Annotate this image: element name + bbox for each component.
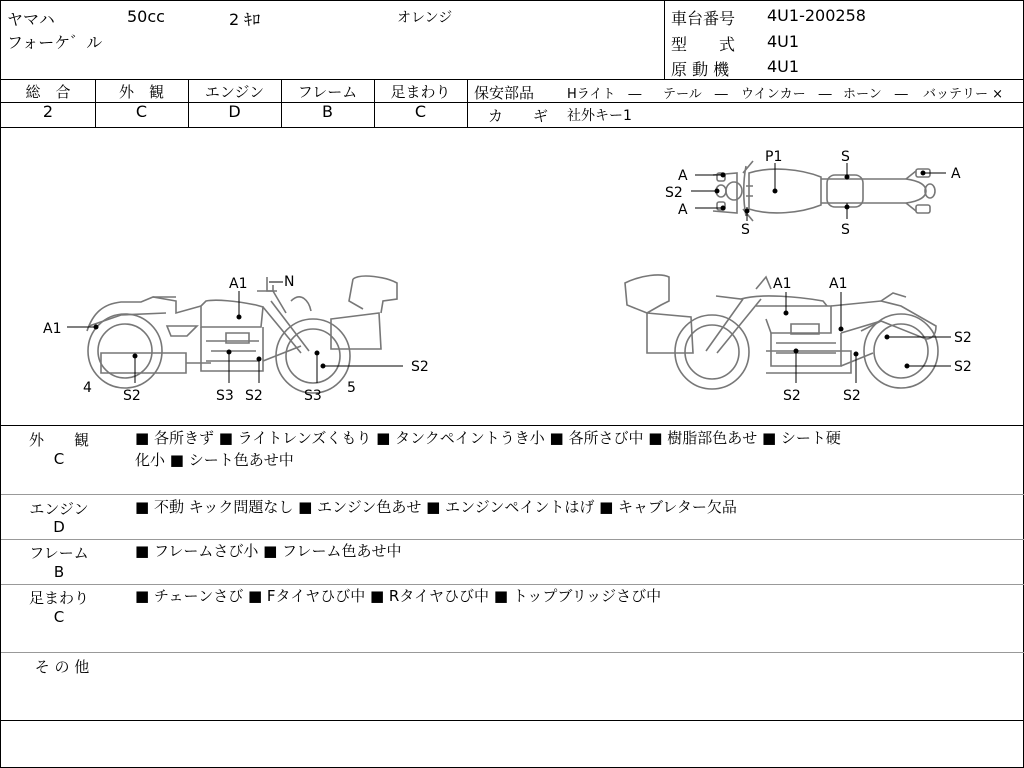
type-value: 4U1 [767, 32, 800, 51]
left-mark-5: 5 [347, 380, 356, 396]
left-mark-s2-c: S2 [411, 359, 429, 375]
note-engine-text: ■ 不動 キック問題なし ■ エンジン色あせ ■ エンジンペイントはげ ■ キャブレター欠品 [135, 498, 737, 516]
divider [1, 494, 1024, 495]
note-engine-title: エンジン [29, 500, 89, 518]
divider [1, 652, 1024, 653]
engine-model-label: 原 動 機 [671, 60, 730, 79]
left-mark-4: 4 [83, 380, 92, 396]
safety-headlight: Hライト ― [567, 87, 642, 102]
type-label: 型 式 [671, 35, 736, 54]
top-mark-p1: P1 [765, 149, 783, 165]
safety-winker: ウインカー ― [741, 87, 832, 102]
safety-horn: ホーン ― [843, 87, 908, 102]
left-side-motorcycle-icon [87, 276, 397, 393]
frame-no-value: 4U1-200258 [767, 6, 866, 25]
right-mark-a1-a: A1 [773, 276, 792, 292]
frame-no-label: 車台番号 [671, 9, 736, 28]
body-color: オレンジ [397, 10, 453, 26]
engine-model-value: 4U1 [767, 57, 800, 76]
note-suspension-title: 足まわり [28, 589, 89, 607]
mileage: 2 ｷﾛ [229, 10, 261, 29]
maker-name: ヤマハ [7, 10, 55, 29]
note-suspension-grade: C [53, 608, 65, 626]
left-mark-a1-tank: A1 [229, 276, 248, 292]
suspension-label: 足まわり [390, 83, 451, 101]
note-exterior-title: 外 観 [28, 431, 89, 449]
overall-label: 総 合 [25, 83, 71, 101]
right-mark-a1-b: A1 [829, 276, 848, 292]
top-mark-s-bottom: S [841, 222, 850, 238]
exterior-grade: C [135, 102, 148, 121]
right-mark-s2-d: S2 [843, 388, 861, 404]
frame-label: フレーム [297, 83, 358, 101]
frame-grade: B [322, 102, 333, 121]
left-mark-n: N [284, 274, 295, 290]
engine-label: エンジン [204, 83, 265, 101]
safety-taillight: テール ― [663, 87, 728, 102]
note-engine-grade: D [53, 518, 65, 536]
suspension-grade: C [414, 102, 427, 121]
left-mark-s2-a: S2 [123, 388, 141, 404]
divider [1, 720, 1024, 721]
right-side-motorcycle-icon [625, 275, 938, 389]
engine-grade: D [228, 102, 241, 121]
top-mark-s-top: S [841, 149, 850, 165]
top-mark-a-right: A [951, 166, 961, 182]
right-mark-s2-c: S2 [783, 388, 801, 404]
key-value: 社外キー1 [567, 108, 632, 124]
right-mark-s2-b: S2 [954, 359, 972, 375]
model-name: フォーケ゛ル [7, 33, 103, 52]
note-exterior-line1: ■ 各所きず ■ ライトレンズくもり ■ タンクペイントうき小 ■ 各所さび中 ■ 樹脂部色あせ ■ シート硬 [135, 429, 841, 447]
top-mark-a-lower: A [678, 202, 688, 218]
safety-battery: バッテリー × [923, 87, 1004, 102]
left-mark-a1-rear: A1 [43, 321, 62, 337]
note-exterior-line2: 化小 ■ シート色あせ中 [135, 451, 294, 469]
note-frame-grade: B [53, 563, 65, 581]
left-mark-s3-b: S3 [304, 388, 322, 404]
left-mark-s2-b: S2 [245, 388, 263, 404]
displacement: 50cc [127, 7, 165, 26]
note-other-title: そ の 他 [34, 658, 90, 676]
safety-label: 保安部品 [474, 84, 535, 102]
right-mark-s2-a: S2 [954, 330, 972, 346]
note-frame-text: ■ フレームさび小 ■ フレーム色あせ中 [135, 542, 402, 560]
top-mark-a-upper: A [678, 168, 688, 184]
overall-grade: 2 [42, 102, 54, 121]
key-label: カ ギ [488, 107, 549, 125]
note-exterior-grade: C [53, 450, 65, 468]
divider [1, 425, 1024, 426]
note-frame-title: フレーム [29, 544, 89, 562]
top-mark-s-left: S [741, 222, 750, 238]
left-mark-s3-a: S3 [216, 388, 234, 404]
top-mark-s2: S2 [665, 185, 683, 201]
exterior-label: 外 観 [118, 83, 164, 101]
note-suspension-text: ■ チェーンさび ■ Fタイヤひび中 ■ Rタイヤひび中 ■ トップブリッジさび中 [135, 587, 662, 605]
